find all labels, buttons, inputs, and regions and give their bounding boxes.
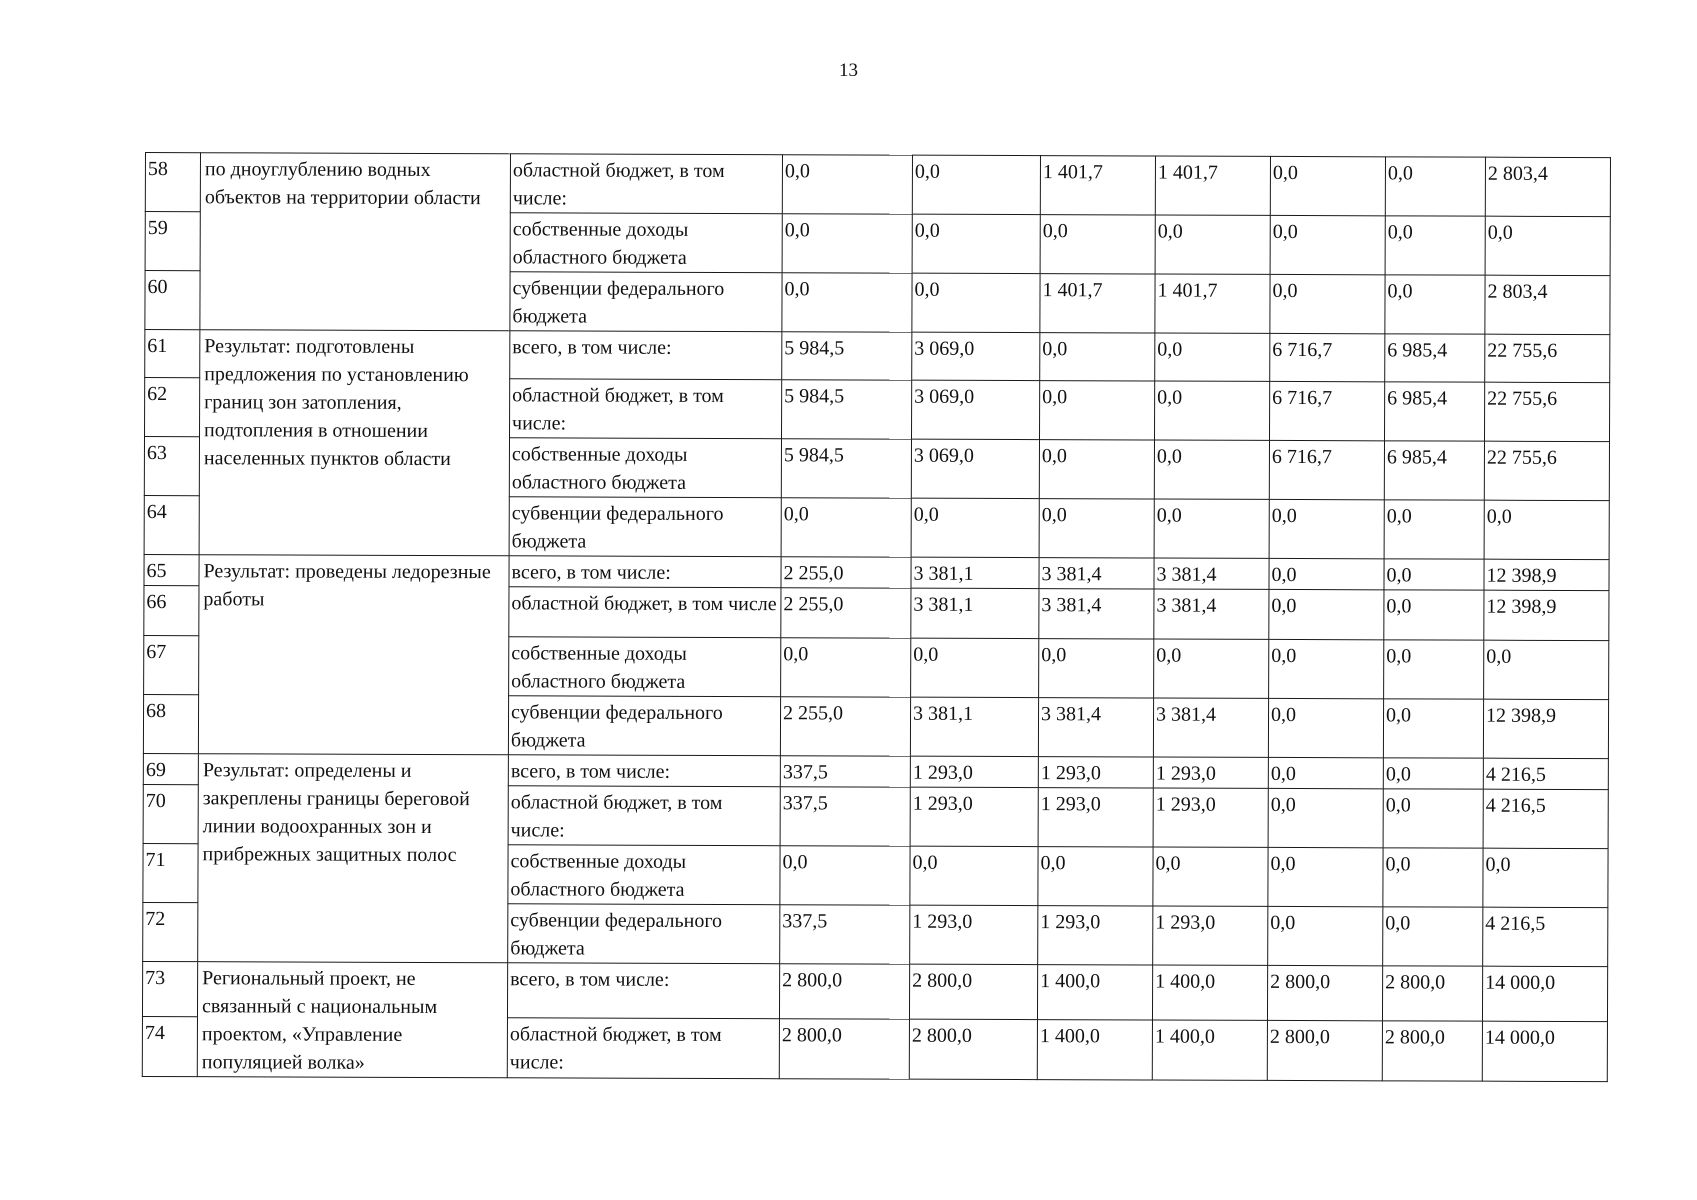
funding-source: областной бюджет, в том числе: [507, 1018, 779, 1078]
amount-cell: 2 800,0 [779, 1019, 909, 1079]
amount-cell: 0,0 [1385, 275, 1485, 334]
amount-cell: 3 381,1 [910, 697, 1038, 756]
amount-cell: 3 069,0 [912, 332, 1040, 380]
amount-cell: 14 000,0 [1482, 1022, 1607, 1082]
amount-cell: 6 985,4 [1384, 382, 1484, 441]
amount-cell: 12 398,9 [1483, 699, 1608, 758]
amount-cell: 3 069,0 [912, 380, 1040, 439]
amount-cell: 0,0 [912, 214, 1040, 273]
amount-cell: 0,0 [781, 638, 911, 697]
amount-cell: 5 984,5 [782, 332, 912, 380]
page-number: 13 [839, 60, 858, 81]
amount-cell: 6 985,4 [1384, 441, 1484, 500]
amount-cell: 1 400,0 [1037, 965, 1152, 1021]
amount-cell: 0,0 [1154, 639, 1269, 698]
amount-cell: 0,0 [911, 638, 1039, 697]
funding-source: собственные доходы областного бюджета [509, 438, 781, 498]
amount-cell: 2 803,4 [1485, 157, 1610, 216]
amount-cell: 0,0 [1155, 381, 1270, 440]
amount-cell: 1 293,0 [1038, 788, 1153, 847]
amount-cell: 1 400,0 [1152, 1020, 1267, 1080]
funding-source: всего, в том числе: [507, 963, 779, 1019]
amount-cell: 0,0 [1269, 589, 1384, 639]
amount-cell: 3 069,0 [911, 439, 1039, 498]
amount-cell: 0,0 [1268, 698, 1383, 757]
result-description: Результат: определены и закреплены границы береговой линии водоохранных зон и прибрежных защитных полос [198, 754, 509, 963]
funding-source: субвенции федерального бюджета [510, 272, 782, 332]
amount-cell: 0,0 [1268, 757, 1383, 788]
amount-cell: 0,0 [1270, 156, 1385, 215]
amount-cell: 2 803,4 [1485, 275, 1610, 334]
amount-cell: 0,0 [1038, 847, 1153, 906]
amount-cell: 1 293,0 [1153, 788, 1268, 847]
amount-cell: 3 381,4 [1039, 589, 1154, 639]
amount-cell: 0,0 [1268, 788, 1383, 847]
funding-source: всего, в том числе: [509, 556, 781, 588]
row-number: 63 [144, 437, 199, 496]
amount-cell: 0,0 [1383, 789, 1483, 848]
amount-cell: 0,0 [1039, 639, 1154, 698]
amount-cell: 0,0 [781, 498, 911, 557]
result-description: Региональный проект, не связанный с национальным проектом, «Управление популяцией волка» [197, 962, 507, 1078]
table-body [142, 153, 1610, 1082]
amount-cell: 1 401,7 [1040, 274, 1155, 333]
amount-cell: 2 255,0 [780, 697, 910, 756]
amount-cell: 0,0 [1269, 558, 1384, 589]
amount-cell: 4 216,5 [1483, 758, 1608, 789]
row-number: 65 [144, 554, 199, 585]
amount-cell: 0,0 [912, 155, 1040, 214]
amount-cell: 2 255,0 [781, 557, 911, 588]
amount-cell: 2 800,0 [1267, 965, 1382, 1021]
amount-cell: 0,0 [1485, 216, 1610, 275]
amount-cell: 4 216,5 [1483, 907, 1608, 966]
amount-cell: 0,0 [1484, 500, 1609, 559]
table-row [145, 153, 1610, 217]
funding-source: областной бюджет, в том числе [509, 587, 781, 638]
funding-source: областной бюджет, в том числе: [510, 379, 782, 439]
row-number: 61 [145, 330, 200, 378]
result-description: Результат: подготовлены предложения по установлению границ зон затопления, подтопления в отношении населенных пунктов области [199, 330, 510, 556]
amount-cell: 0,0 [912, 273, 1040, 332]
amount-cell: 12 398,9 [1484, 559, 1609, 590]
result-description: по дноуглублению водных объектов на территории области [200, 153, 511, 331]
amount-cell: 6 985,4 [1385, 334, 1485, 382]
amount-cell: 0,0 [1383, 907, 1483, 966]
amount-cell: 1 293,0 [910, 756, 1038, 787]
amount-cell: 12 398,9 [1484, 590, 1609, 640]
amount-cell: 3 381,4 [1154, 589, 1269, 639]
amount-cell: 3 381,4 [1153, 698, 1268, 757]
amount-cell: 2 800,0 [909, 1020, 1037, 1080]
amount-cell: 2 800,0 [1382, 966, 1482, 1022]
amount-cell: 0,0 [911, 498, 1039, 557]
amount-cell: 3 381,1 [911, 557, 1039, 588]
amount-cell: 2 255,0 [781, 588, 911, 638]
amount-cell: 0,0 [910, 846, 1038, 905]
amount-cell: 0,0 [1384, 640, 1484, 699]
table-row [143, 753, 1608, 789]
funding-source: собственные доходы областного бюджета [510, 213, 782, 273]
amount-cell: 3 381,4 [1154, 558, 1269, 589]
amount-cell: 1 293,0 [910, 905, 1038, 964]
row-number: 72 [143, 902, 198, 961]
amount-cell: 0,0 [1383, 758, 1483, 789]
budget-table [142, 152, 1611, 1082]
amount-cell: 0,0 [1383, 848, 1483, 907]
amount-cell: 0,0 [1040, 333, 1155, 381]
amount-cell: 0,0 [1154, 440, 1269, 499]
amount-cell: 6 716,7 [1270, 381, 1385, 440]
amount-cell: 0,0 [1269, 639, 1384, 698]
row-number: 62 [145, 378, 200, 437]
amount-cell: 0,0 [1384, 559, 1484, 590]
amount-cell: 1 293,0 [1038, 906, 1153, 965]
amount-cell: 0,0 [1384, 500, 1484, 559]
amount-cell: 3 381,4 [1039, 558, 1154, 589]
amount-cell: 337,5 [780, 905, 910, 964]
amount-cell: 0,0 [1270, 215, 1385, 274]
funding-source: областной бюджет, в том числе: [508, 786, 780, 846]
amount-cell: 0,0 [1154, 499, 1269, 558]
amount-cell: 5 984,5 [782, 380, 912, 439]
amount-cell: 22 755,6 [1484, 441, 1609, 500]
amount-cell: 0,0 [1039, 440, 1154, 499]
amount-cell: 0,0 [782, 155, 912, 214]
amount-cell: 1 400,0 [1152, 965, 1267, 1021]
amount-cell: 337,5 [780, 787, 910, 846]
funding-source: собственные доходы областного бюджета [508, 845, 780, 905]
row-number: 66 [144, 585, 199, 635]
amount-cell: 0,0 [1268, 847, 1383, 906]
amount-cell: 1 293,0 [1153, 906, 1268, 965]
row-number: 58 [145, 153, 200, 212]
amount-cell: 1 293,0 [1153, 757, 1268, 788]
funding-source: собственные доходы областного бюджета [509, 637, 781, 697]
amount-cell: 0,0 [1270, 274, 1385, 333]
amount-cell: 2 800,0 [909, 964, 1037, 1020]
row-number: 64 [144, 495, 199, 554]
amount-cell: 2 800,0 [1267, 1021, 1382, 1081]
row-number: 70 [143, 784, 198, 843]
amount-cell: 22 755,6 [1485, 334, 1610, 382]
row-number: 59 [145, 212, 200, 271]
funding-source: всего, в том числе: [508, 755, 780, 787]
amount-cell: 22 755,6 [1484, 382, 1609, 441]
amount-cell: 0,0 [1155, 333, 1270, 381]
amount-cell: 1 401,7 [1155, 156, 1270, 215]
funding-source: субвенции федерального бюджета [508, 696, 780, 756]
amount-cell: 2 800,0 [779, 964, 909, 1020]
amount-cell: 1 401,7 [1040, 156, 1155, 215]
amount-cell: 0,0 [1384, 590, 1484, 640]
amount-cell: 0,0 [1155, 215, 1270, 274]
amount-cell: 6 716,7 [1270, 333, 1385, 381]
funding-source: субвенции федерального бюджета [508, 904, 780, 964]
amount-cell: 0,0 [1383, 699, 1483, 758]
amount-cell: 5 984,5 [781, 439, 911, 498]
amount-cell: 0,0 [1269, 499, 1384, 558]
amount-cell: 1 293,0 [910, 787, 1038, 846]
row-number: 69 [143, 753, 198, 784]
amount-cell: 0,0 [1385, 216, 1485, 275]
amount-cell: 2 800,0 [1382, 1021, 1482, 1081]
row-number: 68 [143, 694, 198, 753]
table-row [145, 330, 1610, 383]
amount-cell: 0,0 [1268, 906, 1383, 965]
amount-cell: 1 401,7 [1155, 274, 1270, 333]
amount-cell: 0,0 [782, 273, 912, 332]
funding-source: всего, в том числе: [510, 331, 782, 380]
row-number: 60 [145, 271, 200, 330]
amount-cell: 1 293,0 [1038, 757, 1153, 788]
result-description: Результат: проведены ледорезные работы [198, 555, 509, 755]
amount-cell: 14 000,0 [1482, 966, 1607, 1022]
amount-cell: 0,0 [1385, 157, 1485, 216]
amount-cell: 337,5 [780, 756, 910, 787]
table-row [144, 554, 1609, 590]
amount-cell: 6 716,7 [1269, 440, 1384, 499]
amount-cell: 3 381,1 [911, 588, 1039, 638]
amount-cell: 0,0 [1153, 847, 1268, 906]
row-number: 74 [142, 1017, 197, 1077]
amount-cell: 0,0 [782, 214, 912, 273]
funding-source: субвенции федерального бюджета [509, 497, 781, 557]
funding-source: областной бюджет, в том числе: [510, 154, 782, 214]
amount-cell: 3 381,4 [1038, 698, 1153, 757]
amount-cell: 1 400,0 [1037, 1020, 1152, 1080]
amount-cell: 0,0 [1483, 848, 1608, 907]
table-row [142, 961, 1607, 1022]
row-number: 67 [144, 635, 199, 694]
amount-cell: 0,0 [1040, 215, 1155, 274]
amount-cell: 4 216,5 [1483, 789, 1608, 848]
amount-cell: 0,0 [1484, 640, 1609, 699]
row-number: 71 [143, 843, 198, 902]
amount-cell: 0,0 [1040, 381, 1155, 440]
amount-cell: 0,0 [780, 846, 910, 905]
amount-cell: 0,0 [1039, 499, 1154, 558]
row-number: 73 [142, 961, 197, 1017]
